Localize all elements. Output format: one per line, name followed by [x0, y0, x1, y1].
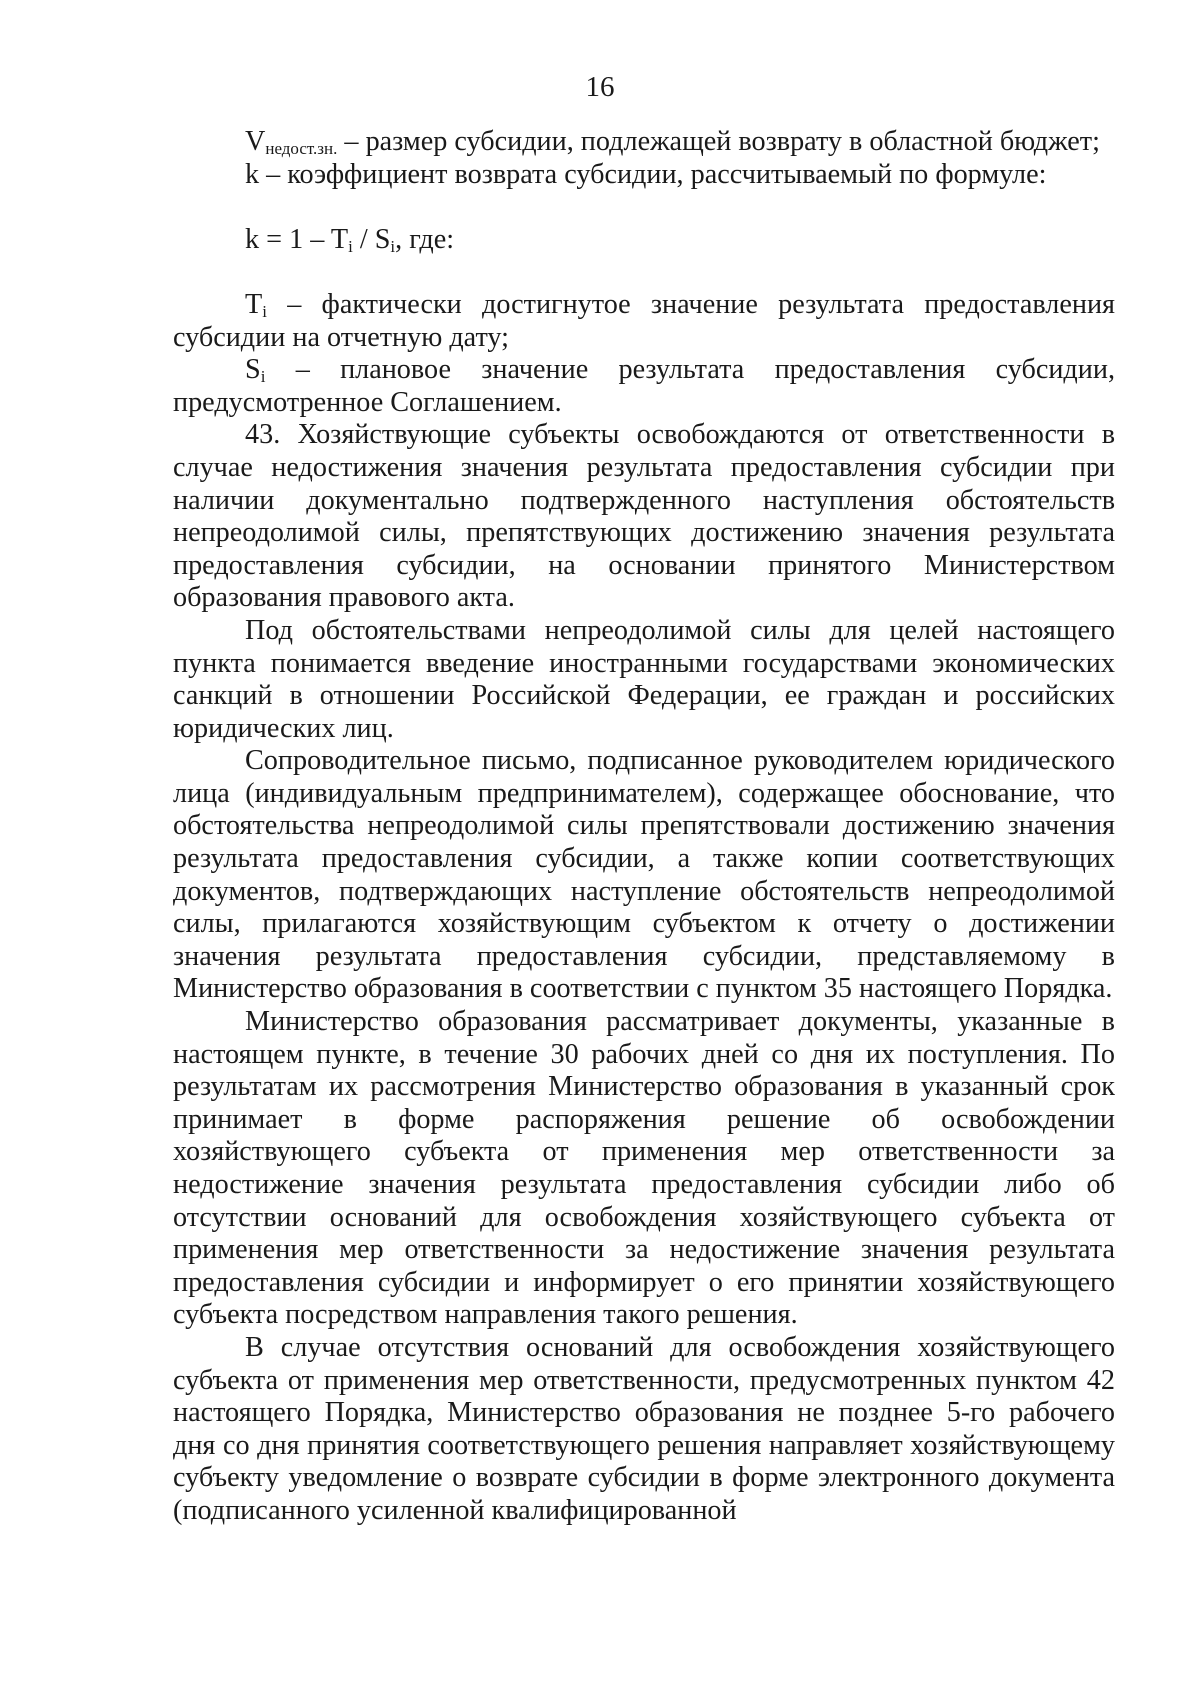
si-subscript: i [260, 367, 266, 387]
k-formula [173, 224, 1115, 257]
paragraph-cover-letter: Сопроводительное письмо, подписанное руководителем юридического лица (индивидуальным предпринимателем), содержащее обоснование, что обстоятельства непреодолимой силы препятствовали достижению значения результата предоставления субсидии, а также копии соответствующих документов, подтверждающих наступление обстоятельств непреодолимой силы, прилагаются хозяйствующим субъектом к отчету о достижении значения результата предоставления субсидии, представляемому в Министерство образования в соответствии с пунктом 35 настоящего Порядка. [173, 745, 1115, 1005]
si-definition-text: – плановое значение результата предоставления субсидии, предусмотренное Соглашением. [173, 354, 1115, 418]
ti-definition [173, 289, 1115, 354]
page-number: 16 [585, 71, 615, 103]
ti-subscript: i [262, 301, 267, 321]
spacer [173, 191, 1115, 224]
v-subscript: недост.зн. [265, 139, 338, 158]
paragraph-ministry-review: Министерство образования рассматривает документы, указанные в настоящем пункте, в течение 30 рабочих дней со дня их поступления. По результатам их рассмотрения Министерство образования в указанный срок принимает в форме распоряжения решение об освобождении хозяйствующего субъекта от применения мер ответственности за недостижение значения результата предоставления субсидии либо об отсутствии оснований для освобождения хозяйствующего субъекта от применения мер ответственности за недостижение значения результата предоставления субсидии и информирует о его принятии хозяйствующего субъекта посредством направления такого решения. [173, 1006, 1115, 1331]
spacer [173, 256, 1115, 289]
document-body [173, 126, 1115, 1528]
v-symbol: V [245, 126, 266, 157]
formula-t-sub: i [348, 236, 353, 256]
si-definition [173, 354, 1115, 419]
paragraph-no-grounds: В случае отсутствия оснований для освобождения хозяйствующего субъекта от применения мер ответственности, предусмотренных пунктом 42 настоящего Порядка, Министерство образования не позднее 5-го рабочего дня со дня принятия соответствующего решения направляет хозяйствующему субъекту уведомление о возврате субсидии в форме электронного документа (подписанного усиленной квалифицированной [173, 1331, 1115, 1526]
paragraph-force-majeure: Под обстоятельствами непреодолимой силы для целей настоящего пункта понимается введение иностранными государствами экономических санкций в отношении Российской Федерации, ее граждан и российских юридических лиц. [173, 614, 1115, 744]
si-symbol: S [245, 354, 261, 386]
formula-slash-s: / S [352, 223, 391, 255]
k-definition: k – коэффициент возврата субсидии, рассчитываемый по формуле: [245, 158, 1047, 190]
paragraph-43: 43. Хозяйствующие субъекты освобождаются от ответственности в случае недостижения значения результата предоставления субсидии при наличии документально подтвержденного наступления обстоятельств непреодолимой силы, препятствующих достижению значения результата предоставления субсидии, на основании принятого Министерством образования правового акта. [173, 419, 1115, 614]
v-definition-text: – размер субсидии, подлежащей возврату в областной бюджет; [337, 126, 1100, 157]
ti-definition-text: – фактически достигнутое значение результата предоставления субсидии на отчетную дату; [173, 288, 1115, 353]
ti-symbol: T [245, 288, 263, 320]
formula-s-sub: i [390, 236, 396, 256]
formula-tail: , где: [395, 223, 455, 255]
formula-k-eq: k = 1 – T [245, 223, 349, 255]
v-definition [173, 126, 1115, 159]
